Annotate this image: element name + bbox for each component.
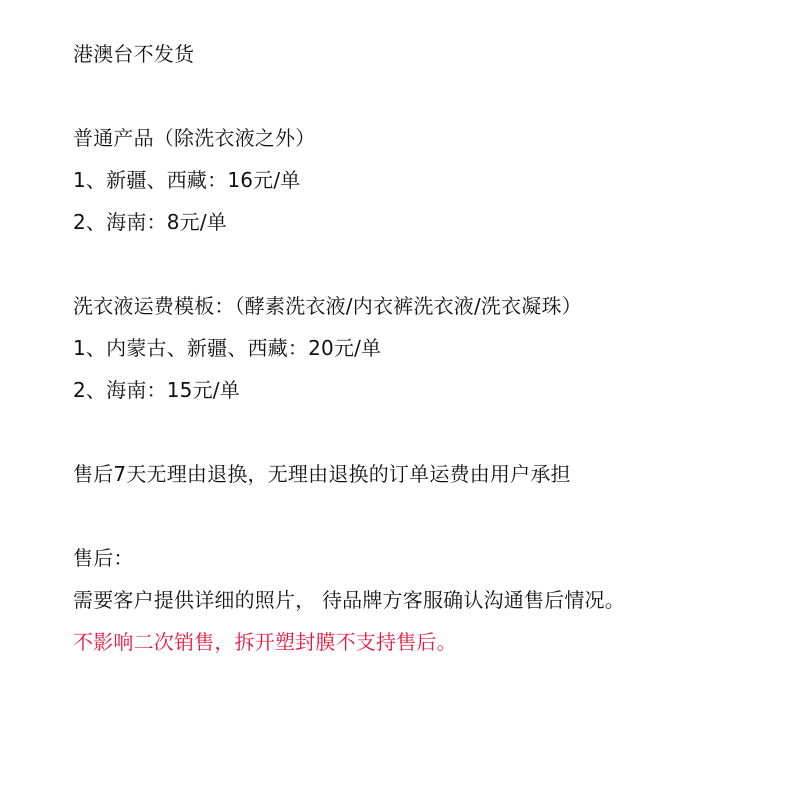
detergent-template-heading: 洗衣液运费模板：（酵素洗衣液/内衣裤洗衣液/洗衣凝珠） (73, 294, 582, 318)
detergent-fee-item-2: 2、海南：15元/单 (73, 378, 240, 402)
after-sales-warning: 不影响二次销售，拆开塑封膜不支持售后。 (73, 630, 457, 654)
after-sales-instruction: 需要客户提供详细的照片， 待品牌方客服确认沟通售后情况。 (73, 588, 625, 612)
no-ship-regions-text: 港澳台不发货 (73, 42, 195, 66)
spacer (73, 80, 773, 122)
normal-fee-item-1: 1、新疆、西藏：16元/单 (73, 168, 301, 192)
after-sales-heading: 售后： (73, 546, 134, 570)
normal-fee-item-2: 2、海南：8元/单 (73, 210, 227, 234)
detergent-fee-item-1: 1、内蒙古、新疆、西藏：20元/单 (73, 336, 382, 360)
normal-products-heading: 普通产品（除洗衣液之外） (73, 126, 316, 150)
spacer (73, 500, 773, 542)
spacer (73, 248, 773, 290)
shipping-notice (73, 38, 773, 668)
spacer (73, 416, 773, 458)
return-policy-text: 售后7天无理由退换，无理由退换的订单运费由用户承担 (73, 462, 571, 486)
